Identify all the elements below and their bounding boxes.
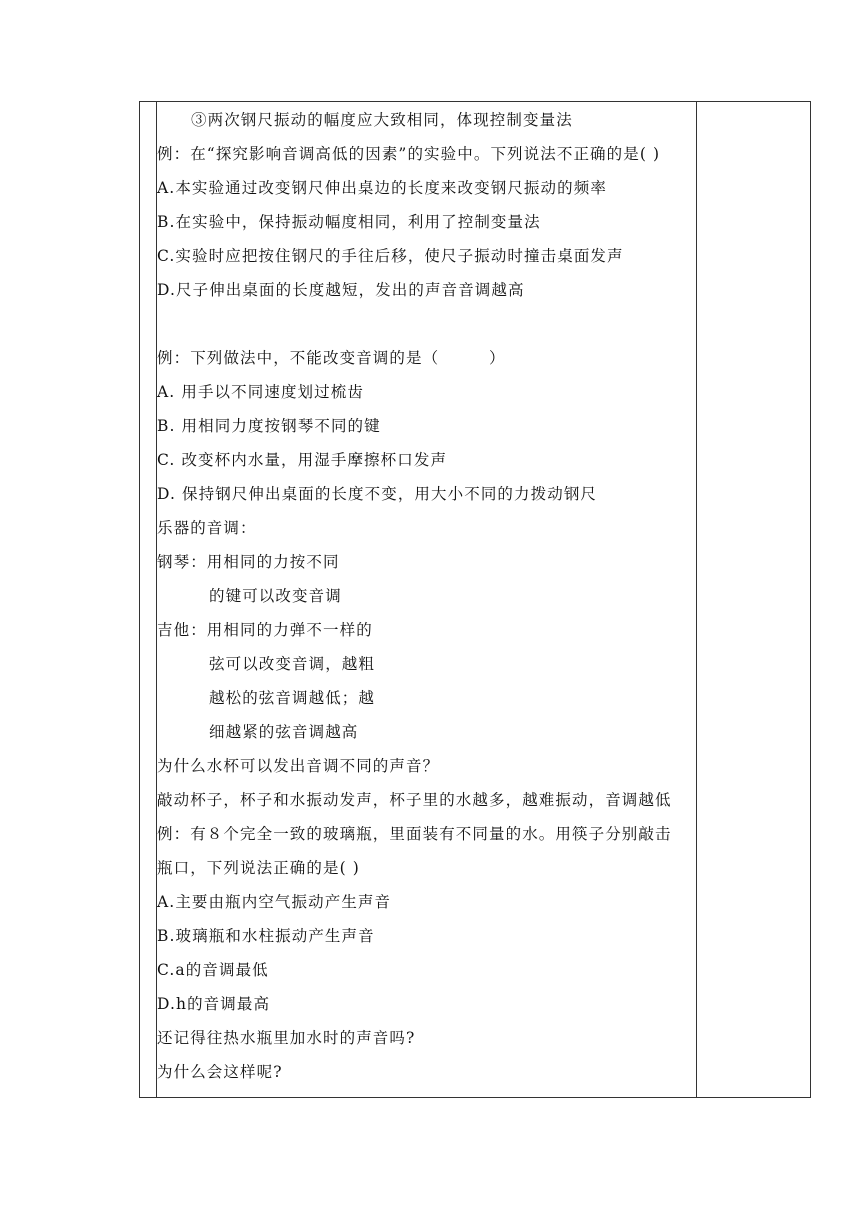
text-line: C.a的音调最低	[157, 961, 269, 979]
text-line: 的键可以改变音调	[209, 587, 342, 605]
text-line: C.实验时应把按住钢尺的手往后移，使尺子振动时撞击桌面发声	[157, 247, 624, 265]
text-line: A. 用手以不同速度划过梳齿	[157, 383, 364, 401]
text-line: B.在实验中，保持振动幅度相同，利用了控制变量法	[157, 213, 541, 231]
text-line: 细越紧的弦音调越高	[209, 723, 359, 741]
text-line: B.玻璃瓶和水柱振动产生声音	[157, 927, 375, 945]
text-line: D.h的音调最高	[157, 995, 271, 1013]
blank-line	[157, 307, 695, 341]
text-line: 为什么水杯可以发出音调不同的声音？	[157, 757, 440, 775]
text-line: 越松的弦音调越低；越	[209, 689, 376, 707]
text-line: 为什么会这样呢?	[157, 1063, 283, 1081]
text-line: C. 改变杯内水量，用湿手摩擦杯口发声	[157, 451, 448, 469]
text-line: A.主要由瓶内空气振动产生声音	[157, 893, 392, 911]
text-line: B. 用相同力度按钢琴不同的键	[157, 417, 381, 435]
table-divider-right	[696, 101, 697, 1098]
text-line: D.尺子伸出桌面的长度越短，发出的声音音调越高	[157, 281, 525, 299]
text-line: 钢琴：用相同的力按不同	[157, 553, 340, 571]
text-line: 乐器的音调：	[157, 519, 257, 537]
text-line: 例：在“探究影响音调高低的因素”的实验中。下列说法不正确的是( )	[157, 145, 661, 163]
text-line: 例：下列做法中，不能改变音调的是（ ）	[157, 349, 506, 367]
text-line: 还记得往热水瓶里加水时的声音吗?	[157, 1029, 416, 1047]
text-line: ③两次钢尺振动的幅度应大致相同，体现控制变量法	[191, 111, 573, 129]
text-line: 瓶口，下列说法正确的是( )	[157, 859, 360, 877]
text-line: 弦可以改变音调，越粗	[209, 655, 376, 673]
text-line: D. 保持钢尺伸出桌面的长度不变，用大小不同的力拨动钢尺	[157, 485, 598, 503]
text-line: 吉他：用相同的力弹不一样的	[157, 621, 373, 639]
text-line: 敲动杯子，杯子和水振动发声，杯子里的水越多，越难振动，音调越低	[157, 791, 672, 809]
text-line: A.本实验通过改变钢尺伸出桌边的长度来改变钢尺振动的频率	[157, 179, 607, 197]
lesson-content	[157, 103, 695, 1089]
text-line: 例：有８个完全一致的玻璃瓶，里面装有不同量的水。用筷子分别敲击	[157, 825, 672, 843]
